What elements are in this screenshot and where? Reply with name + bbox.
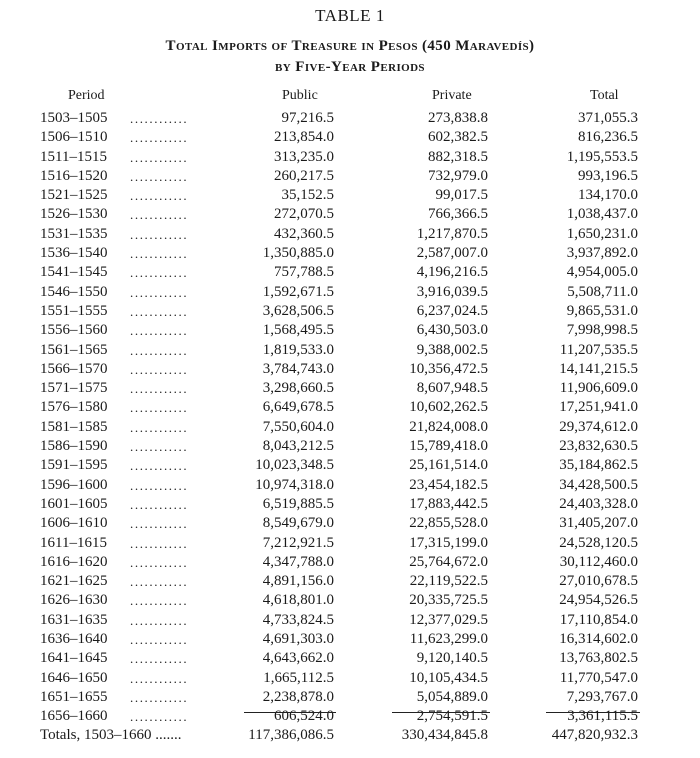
leader-dots: ............ <box>130 458 189 474</box>
public-cell: 6,649,678.5 <box>262 399 334 416</box>
total-cell: 17,251,941.0 <box>559 399 638 416</box>
table-row <box>0 418 700 437</box>
leader-dots: ............ <box>130 516 189 532</box>
period-cell: 1546–1550 <box>40 283 108 300</box>
period-cell: 1606–1610 <box>40 515 108 532</box>
public-cell: 757,788.5 <box>274 264 334 281</box>
table-row <box>0 167 700 186</box>
total-cell: 993,196.5 <box>578 167 638 184</box>
public-cell: 4,347,788.0 <box>262 553 334 570</box>
table-title-line-2: by Five-Year Periods <box>275 59 425 75</box>
total-cell: 9,865,531.0 <box>566 302 638 319</box>
private-cell: 9,388,002.5 <box>416 341 488 358</box>
public-cell: 1,568,495.5 <box>262 322 334 339</box>
leader-dots: ............ <box>130 554 189 570</box>
leader-dots: ............ <box>130 400 189 416</box>
total-cell: 11,906,609.0 <box>559 380 638 397</box>
total-cell: 816,236.5 <box>578 129 638 146</box>
public-cell: 1,592,671.5 <box>262 283 334 300</box>
table-row <box>0 283 700 302</box>
total-cell: 7,998,998.5 <box>566 322 638 339</box>
total-cell: 30,112,460.0 <box>559 553 638 570</box>
public-cell: 272,070.5 <box>274 206 334 223</box>
leader-dots: ............ <box>130 207 189 223</box>
public-cell: 213,854.0 <box>274 129 334 146</box>
period-cell: 1611–1615 <box>40 534 107 551</box>
private-cell: 12,377,029.5 <box>409 611 488 628</box>
private-cell: 10,602,262.5 <box>409 399 488 416</box>
leader-dots: ............ <box>130 496 189 512</box>
private-cell: 5,054,889.0 <box>416 688 488 705</box>
private-cell: 732,979.0 <box>428 167 488 184</box>
leader-dots: ............ <box>130 265 189 281</box>
total-cell: 134,170.0 <box>578 187 638 204</box>
table-label: TABLE 1 <box>315 6 385 25</box>
table-row <box>0 611 700 630</box>
public-cell: 313,235.0 <box>274 148 334 165</box>
period-cell: 1651–1655 <box>40 688 108 705</box>
private-cell: 22,119,522.5 <box>409 573 488 590</box>
private-cell: 8,607,948.5 <box>416 380 488 397</box>
public-cell: 8,549,679.0 <box>262 515 334 532</box>
table-row <box>0 109 700 128</box>
private-cell: 6,430,503.0 <box>416 322 488 339</box>
period-cell: 1646–1650 <box>40 669 108 686</box>
period-cell: 1616–1620 <box>40 553 108 570</box>
table-row <box>0 398 700 417</box>
totals-public: 117,386,086.5 <box>248 727 334 743</box>
period-cell: 1601–1605 <box>40 495 108 512</box>
table-row <box>0 128 700 147</box>
public-cell: 1,665,112.5 <box>263 669 334 686</box>
private-cell: 22,855,528.0 <box>409 515 488 532</box>
total-cell: 24,403,328.0 <box>559 495 638 512</box>
private-cell: 2,754,591.5 <box>416 708 488 725</box>
private-cell: 766,366.5 <box>428 206 488 223</box>
table-row <box>0 302 700 321</box>
table-row <box>0 321 700 340</box>
leader-dots: ............ <box>130 381 189 397</box>
private-cell: 3,916,039.5 <box>416 283 488 300</box>
public-cell: 7,550,604.0 <box>262 418 334 435</box>
period-cell: 1621–1625 <box>40 573 108 590</box>
period-cell: 1506–1510 <box>40 129 108 146</box>
period-cell: 1576–1580 <box>40 399 108 416</box>
totals-rule-private <box>392 712 490 713</box>
period-cell: 1511–1515 <box>40 148 107 165</box>
period-cell: 1591–1595 <box>40 457 108 474</box>
table-row <box>0 534 700 553</box>
period-cell: 1556–1560 <box>40 322 108 339</box>
period-cell: 1656–1660 <box>40 708 108 725</box>
table-body <box>0 109 700 727</box>
total-cell: 14,141,215.5 <box>559 360 638 377</box>
totals-rule-total <box>546 712 640 713</box>
leader-dots: ............ <box>130 477 189 493</box>
leader-dots: ............ <box>130 168 189 184</box>
leader-dots: ............ <box>130 612 189 628</box>
leader-dots: ............ <box>130 574 189 590</box>
total-cell: 13,763,802.5 <box>559 650 638 667</box>
table-row <box>0 341 700 360</box>
total-cell: 7,293,767.0 <box>566 688 638 705</box>
private-cell: 273,838.8 <box>428 110 488 126</box>
leader-dots: ............ <box>130 689 189 705</box>
leader-dots: ............ <box>130 535 189 551</box>
period-cell: 1566–1570 <box>40 360 108 377</box>
totals-total: 447,820,932.3 <box>551 727 638 743</box>
total-cell: 29,374,612.0 <box>559 418 638 435</box>
public-cell: 606,524.0 <box>274 708 334 725</box>
table-row <box>0 669 700 688</box>
period-cell: 1531–1535 <box>40 225 108 242</box>
leader-dots: ............ <box>130 284 189 300</box>
leader-dots: ............ <box>130 439 189 455</box>
period-cell: 1586–1590 <box>40 438 108 455</box>
total-cell: 11,207,535.5 <box>559 341 638 358</box>
table-row <box>0 495 700 514</box>
totals-row <box>0 724 700 746</box>
table-row <box>0 591 700 610</box>
period-cell: 1641–1645 <box>40 650 108 667</box>
private-cell: 23,454,182.5 <box>409 476 488 493</box>
totals-rule-public <box>244 712 336 713</box>
table-row <box>0 186 700 205</box>
table-row <box>0 379 700 398</box>
leader-dots: ............ <box>130 111 189 126</box>
leader-dots: ............ <box>130 709 189 725</box>
public-cell: 432,360.5 <box>274 225 334 242</box>
period-cell: 1626–1630 <box>40 592 108 609</box>
private-cell: 882,318.5 <box>428 148 488 165</box>
table-row <box>0 572 700 591</box>
public-cell: 8,043,212.5 <box>262 438 334 455</box>
leader-dots: ............ <box>130 593 189 609</box>
period-cell: 1631–1635 <box>40 611 108 628</box>
total-cell: 23,832,630.5 <box>559 438 638 455</box>
table-row <box>0 514 700 533</box>
private-cell: 10,105,434.5 <box>409 669 488 686</box>
total-cell: 5,508,711.0 <box>567 283 638 300</box>
leader-dots: ............ <box>130 419 189 435</box>
leader-dots: ............ <box>130 651 189 667</box>
public-cell: 10,974,318.0 <box>255 476 334 493</box>
period-cell: 1503–1505 <box>40 110 108 126</box>
period-cell: 1521–1525 <box>40 187 108 204</box>
public-cell: 4,618,801.0 <box>262 592 334 609</box>
total-cell: 31,405,207.0 <box>559 515 638 532</box>
table-row <box>0 360 700 379</box>
total-cell: 3,361,115.5 <box>567 708 638 725</box>
totals-private: 330,434,845.8 <box>401 727 488 743</box>
private-cell: 15,789,418.0 <box>409 438 488 455</box>
table-row <box>0 630 700 649</box>
total-cell: 1,195,553.5 <box>566 148 638 165</box>
column-header-period: Period <box>68 88 105 103</box>
period-cell: 1551–1555 <box>40 302 108 319</box>
leader-dots: ............ <box>130 632 189 648</box>
private-cell: 1,217,870.5 <box>416 225 488 242</box>
leader-dots: ............ <box>130 226 189 242</box>
table-row <box>0 205 700 224</box>
leader-dots: ............ <box>130 149 189 165</box>
public-cell: 4,733,824.5 <box>262 611 334 628</box>
leader-dots: ............ <box>130 670 189 686</box>
total-cell: 4,954,005.0 <box>566 264 638 281</box>
total-cell: 24,528,120.5 <box>559 534 638 551</box>
total-cell: 17,110,854.0 <box>559 611 638 628</box>
period-cell: 1571–1575 <box>40 380 108 397</box>
leader-dots: ............ <box>130 342 189 358</box>
total-cell: 1,038,437.0 <box>566 206 638 223</box>
total-cell: 24,954,526.5 <box>559 592 638 609</box>
totals-label: Totals, 1503–1660 ....... <box>40 727 182 743</box>
public-cell: 1,819,533.0 <box>262 341 334 358</box>
period-cell: 1541–1545 <box>40 264 108 281</box>
private-cell: 25,161,514.0 <box>409 457 488 474</box>
public-cell: 6,519,885.5 <box>262 495 334 512</box>
private-cell: 4,196,216.5 <box>416 264 488 281</box>
leader-dots: ............ <box>130 188 189 204</box>
private-cell: 10,356,472.5 <box>409 360 488 377</box>
private-cell: 11,623,299.0 <box>409 631 488 648</box>
total-cell: 11,770,547.0 <box>559 669 638 686</box>
column-header-total: Total <box>590 88 619 103</box>
total-cell: 3,937,892.0 <box>566 245 638 262</box>
leader-dots: ............ <box>130 246 189 262</box>
column-header-private: Private <box>432 88 472 103</box>
table-row <box>0 225 700 244</box>
total-cell: 27,010,678.5 <box>559 573 638 590</box>
table-row <box>0 437 700 456</box>
public-cell: 4,691,303.0 <box>262 631 334 648</box>
public-cell: 3,298,660.5 <box>262 380 334 397</box>
table-row <box>0 244 700 263</box>
total-cell: 34,428,500.5 <box>559 476 638 493</box>
leader-dots: ............ <box>130 361 189 377</box>
period-cell: 1516–1520 <box>40 167 108 184</box>
table-row <box>0 263 700 282</box>
table-row <box>0 553 700 572</box>
public-cell: 3,628,506.5 <box>262 302 334 319</box>
public-cell: 35,152.5 <box>281 187 334 204</box>
period-cell: 1561–1565 <box>40 341 108 358</box>
total-cell: 16,314,602.0 <box>559 631 638 648</box>
total-cell: 35,184,862.5 <box>559 457 638 474</box>
public-cell: 10,023,348.5 <box>255 457 334 474</box>
private-cell: 2,587,007.0 <box>416 245 488 262</box>
leader-dots: ............ <box>130 323 189 339</box>
total-cell: 1,650,231.0 <box>566 225 638 242</box>
public-cell: 3,784,743.0 <box>262 360 334 377</box>
leader-dots: ............ <box>130 303 189 319</box>
public-cell: 97,216.5 <box>281 110 334 126</box>
private-cell: 17,315,199.0 <box>409 534 488 551</box>
period-cell: 1526–1530 <box>40 206 108 223</box>
period-cell: 1636–1640 <box>40 631 108 648</box>
public-cell: 1,350,885.0 <box>262 245 334 262</box>
public-cell: 2,238,878.0 <box>262 688 334 705</box>
private-cell: 99,017.5 <box>435 187 488 204</box>
private-cell: 6,237,024.5 <box>416 302 488 319</box>
table-row <box>0 456 700 475</box>
public-cell: 7,212,921.5 <box>262 534 334 551</box>
private-cell: 17,883,442.5 <box>409 495 488 512</box>
column-header-public: Public <box>282 88 318 103</box>
period-cell: 1596–1600 <box>40 476 108 493</box>
leader-dots: ............ <box>130 130 189 146</box>
table-row <box>0 148 700 167</box>
public-cell: 4,891,156.0 <box>262 573 334 590</box>
private-cell: 9,120,140.5 <box>416 650 488 667</box>
public-cell: 4,643,662.0 <box>262 650 334 667</box>
table-row <box>0 649 700 668</box>
private-cell: 21,824,008.0 <box>409 418 488 435</box>
public-cell: 260,217.5 <box>274 167 334 184</box>
private-cell: 602,382.5 <box>428 129 488 146</box>
period-cell: 1581–1585 <box>40 418 108 435</box>
table-row <box>0 688 700 707</box>
total-cell: 371,055.3 <box>578 110 638 126</box>
private-cell: 25,764,672.0 <box>409 553 488 570</box>
private-cell: 20,335,725.5 <box>409 592 488 609</box>
table-title-line-1: Total Imports of Treasure in Pesos (450 Maravedís) <box>165 38 535 54</box>
table-row <box>0 476 700 495</box>
period-cell: 1536–1540 <box>40 245 108 262</box>
